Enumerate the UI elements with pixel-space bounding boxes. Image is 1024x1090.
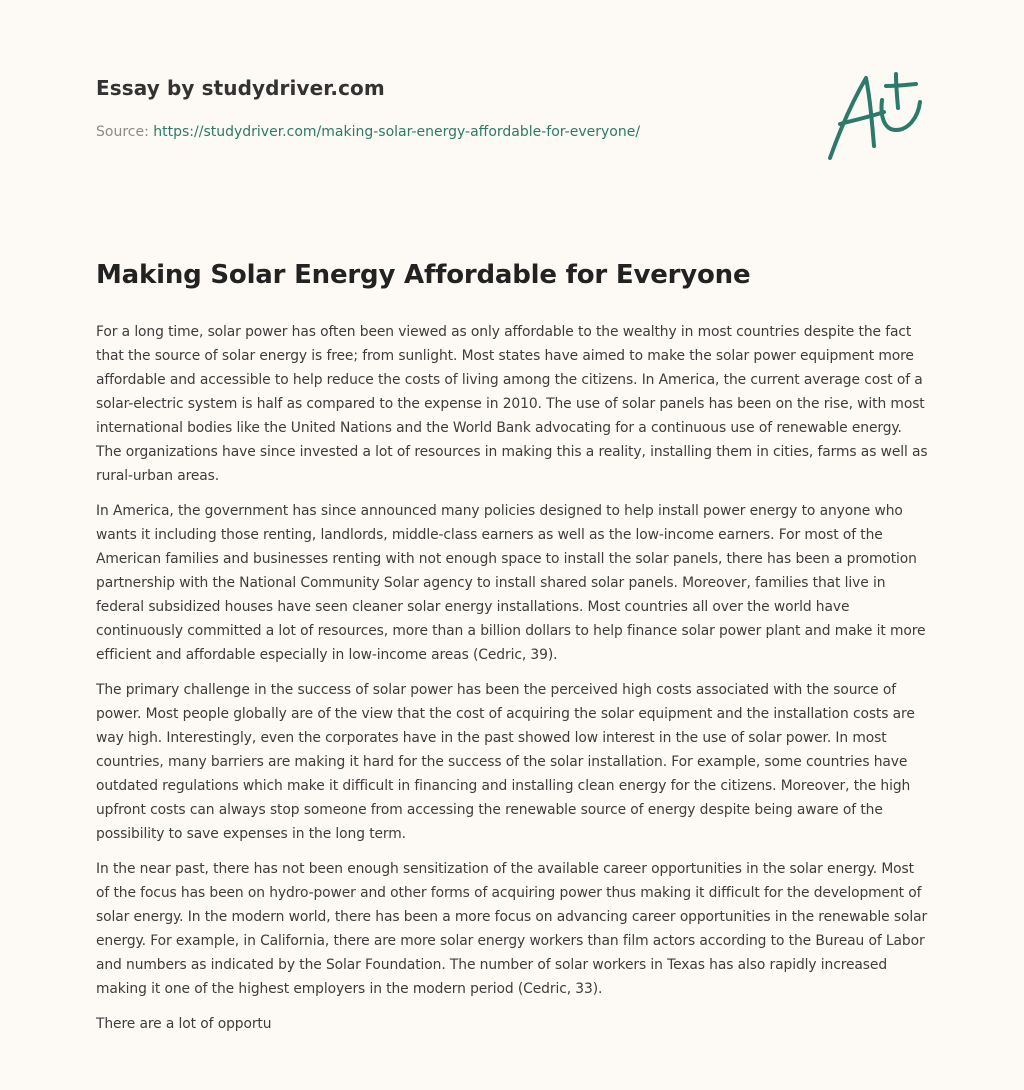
source-link[interactable]: https://studydriver.com/making-solar-energy-affordable-for-everyone/ (153, 124, 641, 140)
brand-title: Essay by studydriver.com (96, 76, 385, 100)
paragraph: For a long time, solar power has often been viewed as only affordable to the wealthy in most countries despite the fact that the source of solar energy is free; from sunlight. Most states have aimed to make the solar power equipment more affordable and accessible to help reduce the costs of living among the citizens. In America, the current average cost of a solar-electric system is half as compared to the expense in 2010. The use of solar panels has been on the rise, with most international bodies like the United Nations and the World Bank advocating for a continuous use of renewable energy. The organizations have since invested a lot of resources in making this a reality, installing them in cities, farms as well as rural-urban areas. (96, 324, 928, 484)
page-header (96, 0, 928, 200)
paragraph: In America, the government has since announced many policies designed to help install power energy to anyone who wants it including those renting, landlords, middle-class earners as well as the low-income earners. For most of the American families and businesses renting with not enough space to install the solar panels, there has been a promotion partnership with the National Community Solar agency to install shared solar panels. Moreover, families that live in federal subsidized houses have seen cleaner solar energy installations. Most countries all over the world have continuously committed a lot of resources, more than a billion dollars to help finance solar power plant and make it more efficient and affordable especially in low-income areas (Cedric, 39). (96, 503, 926, 663)
essay-article (96, 256, 928, 1047)
paragraph: The primary challenge in the success of solar power has been the perceived high costs associated with the source of power. Most people globally are of the view that the cost of acquiring the solar equipment and the installation costs are way high. Interestingly, even the corporates have in the past showed low interest in the use of solar power. In most countries, many barriers are making it hard for the success of the solar installation. For example, some countries have outdated regulations which make it difficult in financing and installing clean energy for the citizens. Moreover, the high upfront costs can always stop someone from accessing the renewable source of energy despite being aware of the possibility to save expenses in the long term. (96, 682, 915, 842)
source-label: Source: (96, 124, 149, 140)
paragraph: There are a lot of opportu (96, 1016, 272, 1032)
source-line (96, 124, 640, 140)
essay-title: Making Solar Energy Affordable for Everyone (96, 260, 751, 290)
a-plus-logo-icon (826, 68, 926, 164)
paragraph: In the near past, there has not been enough sensitization of the available career opportunities in the solar energy. Most of the focus has been on hydro-power and other forms of acquiring power thus making it difficult for the development of solar energy. In the modern world, there has been a more focus on advancing career opportunities in the renewable solar energy. For example, in California, there are more solar energy workers than film actors according to the Bureau of Labor and numbers as indicated by the Solar Foundation. The number of solar workers in Texas has also rapidly increased making it one of the highest employers in the modern period (Cedric, 33). (96, 861, 928, 997)
